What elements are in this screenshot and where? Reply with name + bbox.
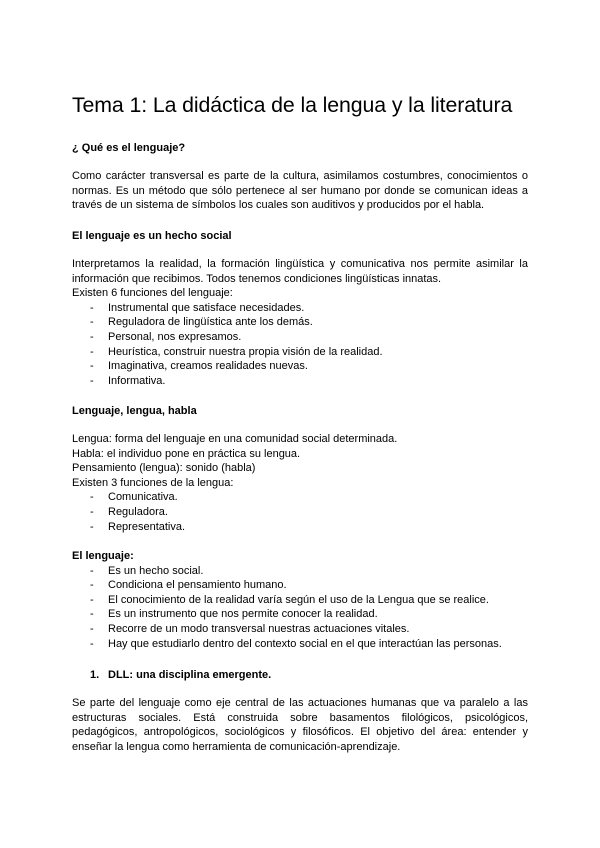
text-line: Pensamiento (lengua): sonido (habla) <box>72 462 256 475</box>
list-item: - Comunicativa. <box>72 490 528 505</box>
list-item: - Informativa. <box>72 374 528 389</box>
section-lenguaje-lengua-habla <box>72 432 528 534</box>
heading-lenguaje-lengua-habla: Lenguaje, lengua, habla <box>72 405 197 417</box>
list-item: - Es un hecho social. <box>72 564 528 579</box>
list-item: - Es un instrumento que nos permite conocer la realidad. <box>72 607 528 622</box>
text-line: Habla: el individuo pone en práctica su lengua. <box>72 447 301 460</box>
list-item: - Condiciona el pensamiento humano. <box>72 578 528 593</box>
list-item: - Personal, nos expresamos. <box>72 330 528 345</box>
list-item: - Hay que estudiarlo dentro del contexto social en el que interactúan las personas. <box>72 637 528 652</box>
paragraph-dll-disciplina: Se parte del lenguaje como eje central de las actuaciones humanas que va paralelo a las estructuras sociales. Está construida sobre basamentos filológicos, psicológicos, pedagógicos, antropológicos, sociológicos y filosóficos. El objetivo del área: entender y enseñar la lengua como herramienta de comunicación-aprendizaje. <box>72 697 528 753</box>
heading-hecho-social: El lenguaje es un hecho social <box>72 230 232 242</box>
heading-text: DLL: una disciplina emergente. <box>108 669 272 681</box>
list-item: - El conocimiento de la realidad varía según el uso de la Lengua que se realice. <box>72 593 528 608</box>
paragraph-lenguaje-definicion: Como carácter transversal es parte de la cultura, asimilamos costumbres, conocimientos o normas. Es un método que sólo pertenece al ser humano por donde se comunican ideas a través de un sistema de símbolos los cuales son auditivos y producidos por el habla. <box>72 170 528 212</box>
heading-que-es-el-lenguaje: ¿ Qué es el lenguaje? <box>72 142 186 154</box>
text-line: Lengua: forma del lenguaje en una comunidad social determinada. <box>72 433 398 445</box>
list-item: - Representativa. <box>72 520 528 535</box>
list-item: - Heurística, construir nuestra propia visión de la realidad. <box>72 345 528 360</box>
list-el-lenguaje <box>72 564 528 652</box>
list-item: - Reguladora de lingüística ante los demás. <box>72 315 528 330</box>
list-funciones-lengua <box>72 490 528 534</box>
list-item: - Instrumental que satisface necesidades. <box>72 301 528 316</box>
heading-dll-disciplina <box>72 668 546 683</box>
list-funciones-lenguaje <box>72 301 528 389</box>
section-el-lenguaje <box>72 549 528 651</box>
list-intro-funciones-lenguaje: Existen 6 funciones del lenguaje: <box>72 287 233 300</box>
page-title: Tema 1: La didáctica de la lengua y la literatura <box>72 93 513 117</box>
heading-number: 1. <box>90 669 100 681</box>
list-item: - Imaginativa, creamos realidades nuevas. <box>72 359 528 374</box>
list-item: - Recorre de un modo transversal nuestras actuaciones vitales. <box>72 622 528 637</box>
text-line: Existen 3 funciones de la lengua: <box>72 476 234 489</box>
list-item: - Reguladora. <box>72 505 528 520</box>
heading-el-lenguaje: El lenguaje: <box>72 550 134 562</box>
paragraph-hecho-social: Interpretamos la realidad, la formación lingüística y comunicativa nos permite asimilar la información que recibimos. Todos tenemos condiciones lingüísticas innatas. <box>72 258 528 285</box>
section-hecho-social <box>72 257 528 388</box>
